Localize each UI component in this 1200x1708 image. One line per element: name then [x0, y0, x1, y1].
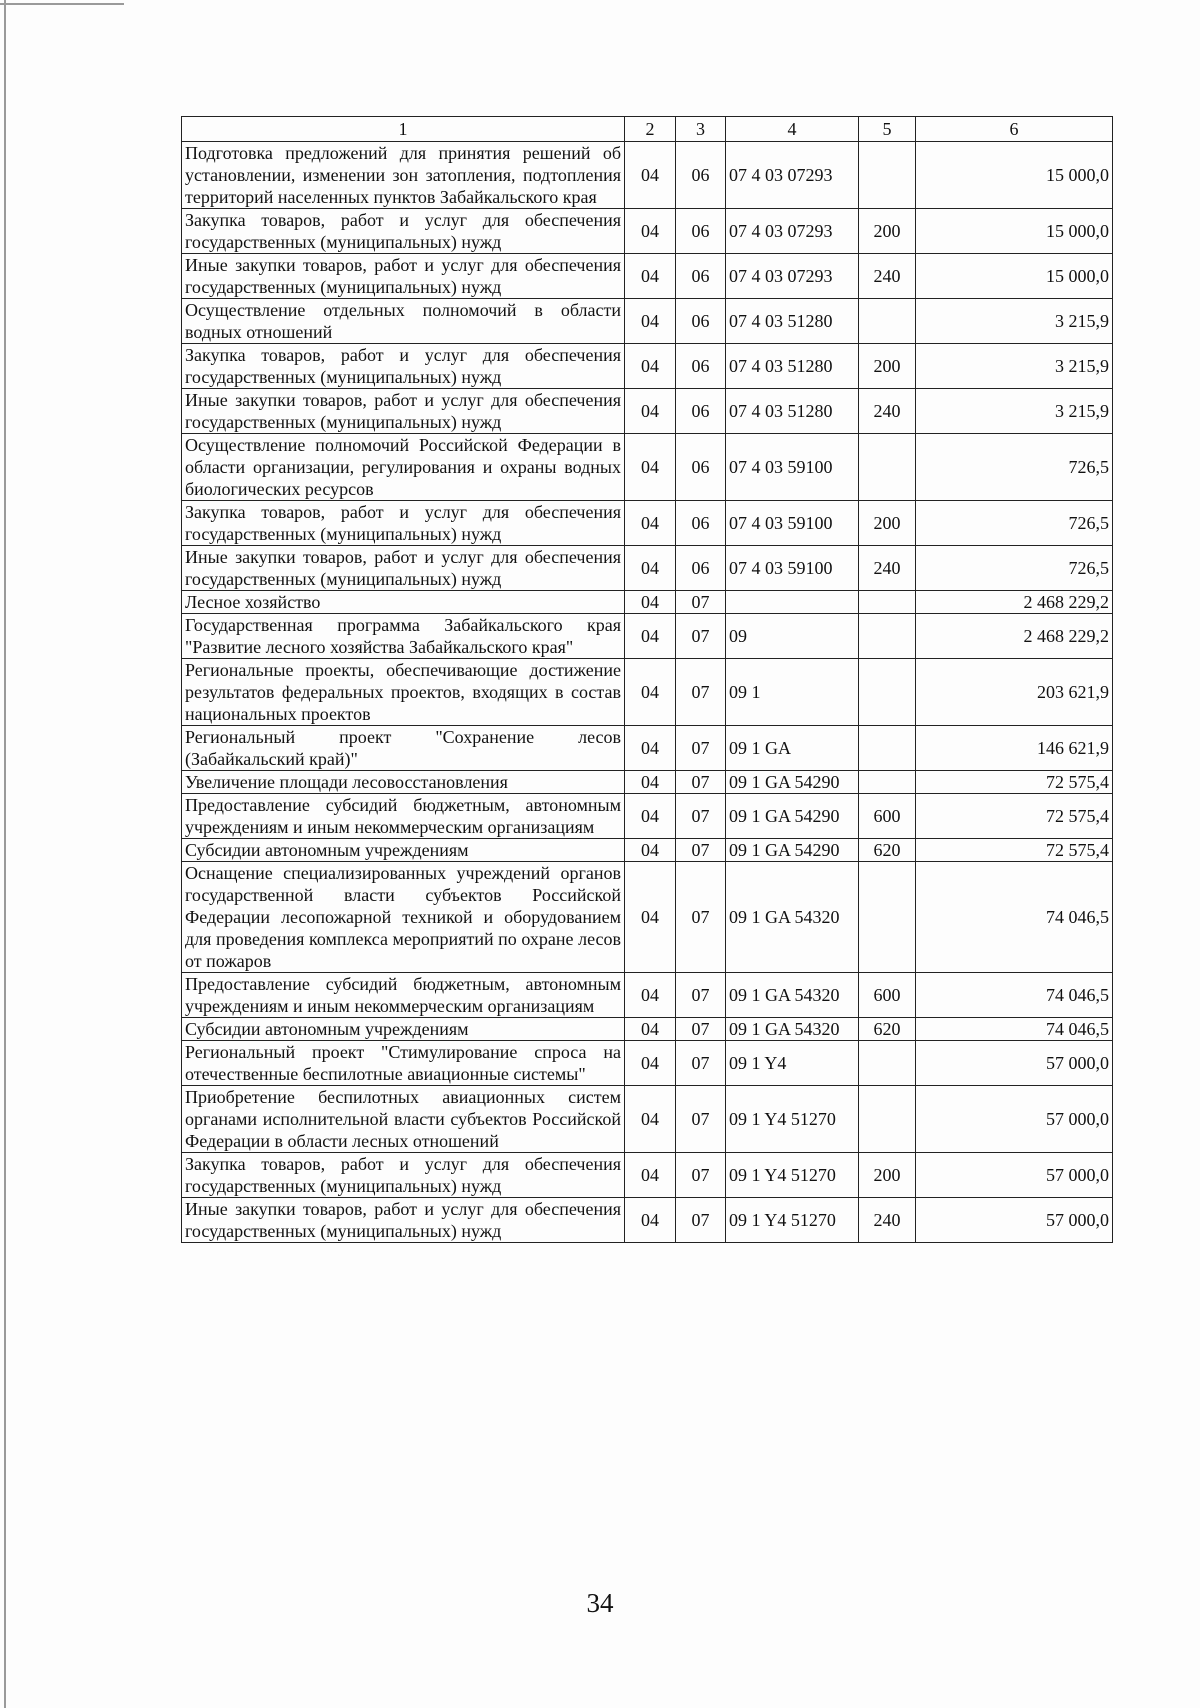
- row-amount: 15 000,0: [916, 254, 1113, 299]
- row-description: Предоставление субсидий бюджетным, автономным учреждениям и иным некоммерческим организациям: [182, 973, 625, 1018]
- row-description: Осуществление полномочий Российской Федерации в области организации, регулирования и охраны водных биологических ресурсов: [182, 434, 625, 501]
- row-subsection-code: 06: [676, 254, 726, 299]
- row-amount: 72 575,4: [916, 839, 1113, 862]
- row-section-code: 04: [625, 862, 676, 973]
- row-section-code: 04: [625, 614, 676, 659]
- row-target-article: 07 4 03 51280: [726, 344, 859, 389]
- table-row: [182, 973, 1113, 1018]
- row-amount: 57 000,0: [916, 1086, 1113, 1153]
- row-target-article: 09 1 GA 54290: [726, 839, 859, 862]
- row-amount: 57 000,0: [916, 1153, 1113, 1198]
- row-subsection-code: 07: [676, 862, 726, 973]
- row-expense-type: 200: [859, 501, 916, 546]
- row-amount: 15 000,0: [916, 209, 1113, 254]
- row-target-article: 07 4 03 07293: [726, 254, 859, 299]
- table-row: [182, 344, 1113, 389]
- row-expense-type: [859, 862, 916, 973]
- row-target-article: 09 1 GA 54320: [726, 1018, 859, 1041]
- row-amount: 146 621,9: [916, 726, 1113, 771]
- row-target-article: 09: [726, 614, 859, 659]
- row-section-code: 04: [625, 389, 676, 434]
- row-subsection-code: 06: [676, 209, 726, 254]
- row-subsection-code: 07: [676, 1041, 726, 1086]
- row-description: Предоставление субсидий бюджетным, автономным учреждениям и иным некоммерческим организациям: [182, 794, 625, 839]
- row-description: Иные закупки товаров, работ и услуг для обеспечения государственных (муниципальных) нужд: [182, 546, 625, 591]
- row-target-article: 07 4 03 59100: [726, 501, 859, 546]
- row-amount: 2 468 229,2: [916, 614, 1113, 659]
- row-expense-type: [859, 142, 916, 209]
- row-subsection-code: 07: [676, 771, 726, 794]
- table-row: [182, 862, 1113, 973]
- row-amount: 2 468 229,2: [916, 591, 1113, 614]
- table-row: [182, 1086, 1113, 1153]
- row-subsection-code: 06: [676, 434, 726, 501]
- row-amount: 3 215,9: [916, 344, 1113, 389]
- row-section-code: 04: [625, 299, 676, 344]
- row-description: Государственная программа Забайкальского края "Развитие лесного хозяйства Забайкальского края": [182, 614, 625, 659]
- row-amount: 726,5: [916, 434, 1113, 501]
- row-subsection-code: 06: [676, 142, 726, 209]
- row-amount: 15 000,0: [916, 142, 1113, 209]
- row-amount: 72 575,4: [916, 794, 1113, 839]
- table-row: [182, 839, 1113, 862]
- table-row: [182, 142, 1113, 209]
- row-target-article: 09 1 Y4 51270: [726, 1153, 859, 1198]
- row-description: Региональные проекты, обеспечивающие достижение результатов федеральных проектов, входящих в состав национальных проектов: [182, 659, 625, 726]
- row-section-code: 04: [625, 591, 676, 614]
- row-subsection-code: 07: [676, 726, 726, 771]
- row-amount: 203 621,9: [916, 659, 1113, 726]
- row-subsection-code: 07: [676, 1086, 726, 1153]
- row-subsection-code: 07: [676, 591, 726, 614]
- row-section-code: 04: [625, 659, 676, 726]
- row-expense-type: 600: [859, 973, 916, 1018]
- row-subsection-code: 06: [676, 546, 726, 591]
- row-description: Лесное хозяйство: [182, 591, 625, 614]
- row-section-code: 04: [625, 434, 676, 501]
- row-subsection-code: 06: [676, 501, 726, 546]
- row-expense-type: [859, 1086, 916, 1153]
- row-description: Иные закупки товаров, работ и услуг для обеспечения государственных (муниципальных) нужд: [182, 389, 625, 434]
- row-subsection-code: 07: [676, 1198, 726, 1243]
- row-target-article: 09 1 GA: [726, 726, 859, 771]
- row-section-code: 04: [625, 344, 676, 389]
- table-row: [182, 794, 1113, 839]
- row-description: Увеличение площади лесовосстановления: [182, 771, 625, 794]
- row-section-code: 04: [625, 501, 676, 546]
- header-cell-6: 6: [916, 117, 1113, 142]
- row-subsection-code: 07: [676, 794, 726, 839]
- row-description: Закупка товаров, работ и услуг для обеспечения государственных (муниципальных) нужд: [182, 501, 625, 546]
- row-expense-type: [859, 614, 916, 659]
- table-row: [182, 591, 1113, 614]
- table-row: [182, 434, 1113, 501]
- row-target-article: 07 4 03 07293: [726, 209, 859, 254]
- budget-table-body: [182, 117, 1113, 1243]
- header-cell-4: 4: [726, 117, 859, 142]
- row-subsection-code: 07: [676, 839, 726, 862]
- row-target-article: 09 1 Y4: [726, 1041, 859, 1086]
- row-description: Иные закупки товаров, работ и услуг для обеспечения государственных (муниципальных) нужд: [182, 1198, 625, 1243]
- row-amount: 3 215,9: [916, 389, 1113, 434]
- row-description: Иные закупки товаров, работ и услуг для обеспечения государственных (муниципальных) нужд: [182, 254, 625, 299]
- table-header-row: [182, 117, 1113, 142]
- table-row: [182, 614, 1113, 659]
- row-section-code: 04: [625, 726, 676, 771]
- row-expense-type: 200: [859, 209, 916, 254]
- table-row: [182, 1153, 1113, 1198]
- row-subsection-code: 07: [676, 659, 726, 726]
- row-target-article: 09 1 Y4 51270: [726, 1198, 859, 1243]
- row-subsection-code: 06: [676, 299, 726, 344]
- table-row: [182, 209, 1113, 254]
- row-description: Закупка товаров, работ и услуг для обеспечения государственных (муниципальных) нужд: [182, 1153, 625, 1198]
- row-description: Субсидии автономным учреждениям: [182, 839, 625, 862]
- row-description: Осуществление отдельных полномочий в области водных отношений: [182, 299, 625, 344]
- row-target-article: 09 1 GA 54290: [726, 794, 859, 839]
- row-description: Подготовка предложений для принятия решений об установлении, изменении зон затопления, подтопления территорий населенных пунктов Забайкальского края: [182, 142, 625, 209]
- row-expense-type: 620: [859, 839, 916, 862]
- row-amount: 74 046,5: [916, 1018, 1113, 1041]
- row-section-code: 04: [625, 1041, 676, 1086]
- row-amount: 726,5: [916, 546, 1113, 591]
- row-expense-type: [859, 591, 916, 614]
- row-target-article: 09 1 GA 54320: [726, 973, 859, 1018]
- row-section-code: 04: [625, 142, 676, 209]
- row-subsection-code: 06: [676, 344, 726, 389]
- page-edge-top: [0, 3, 124, 5]
- row-target-article: 07 4 03 59100: [726, 546, 859, 591]
- row-target-article: 07 4 03 07293: [726, 142, 859, 209]
- row-expense-type: [859, 726, 916, 771]
- row-amount: 57 000,0: [916, 1198, 1113, 1243]
- row-section-code: 04: [625, 546, 676, 591]
- row-target-article: [726, 591, 859, 614]
- table-row: [182, 726, 1113, 771]
- row-expense-type: 240: [859, 254, 916, 299]
- row-description: Приобретение беспилотных авиационных систем органами исполнительной власти субъектов Российской Федерации в области лесных отношений: [182, 1086, 625, 1153]
- row-target-article: 07 4 03 59100: [726, 434, 859, 501]
- row-section-code: 04: [625, 1198, 676, 1243]
- row-section-code: 04: [625, 771, 676, 794]
- row-expense-type: [859, 1041, 916, 1086]
- page-edge-left: [4, 0, 6, 1708]
- row-expense-type: [859, 299, 916, 344]
- row-section-code: 04: [625, 839, 676, 862]
- page-number: 34: [586, 1588, 614, 1618]
- row-section-code: 04: [625, 209, 676, 254]
- row-section-code: 04: [625, 973, 676, 1018]
- table-row: [182, 299, 1113, 344]
- row-section-code: 04: [625, 254, 676, 299]
- row-section-code: 04: [625, 1086, 676, 1153]
- row-subsection-code: 07: [676, 1153, 726, 1198]
- table-row: [182, 1018, 1113, 1041]
- row-amount: 726,5: [916, 501, 1113, 546]
- row-target-article: 09 1 GA 54320: [726, 862, 859, 973]
- row-expense-type: 620: [859, 1018, 916, 1041]
- row-expense-type: 240: [859, 1198, 916, 1243]
- row-expense-type: 200: [859, 1153, 916, 1198]
- row-description: Оснащение специализированных учреждений органов государственной власти субъектов Российской Федерации лесопожарной техникой и оборудованием для проведения комплекса мероприятий по охране лесов от пожаров: [182, 862, 625, 973]
- row-amount: 72 575,4: [916, 771, 1113, 794]
- row-description: Субсидии автономным учреждениям: [182, 1018, 625, 1041]
- row-section-code: 04: [625, 1018, 676, 1041]
- row-section-code: 04: [625, 794, 676, 839]
- row-description: Региональный проект "Стимулирование спроса на отечественные беспилотные авиационные системы": [182, 1041, 625, 1086]
- row-expense-type: 240: [859, 389, 916, 434]
- row-target-article: 09 1: [726, 659, 859, 726]
- table-row: [182, 389, 1113, 434]
- table-row: [182, 546, 1113, 591]
- table-row: [182, 254, 1113, 299]
- header-cell-3: 3: [676, 117, 726, 142]
- row-description: Закупка товаров, работ и услуг для обеспечения государственных (муниципальных) нужд: [182, 344, 625, 389]
- row-expense-type: [859, 659, 916, 726]
- row-expense-type: [859, 771, 916, 794]
- row-subsection-code: 07: [676, 1018, 726, 1041]
- row-amount: 74 046,5: [916, 862, 1113, 973]
- table-row: [182, 1198, 1113, 1243]
- row-target-article: 09 1 Y4 51270: [726, 1086, 859, 1153]
- table-row: [182, 501, 1113, 546]
- row-expense-type: 200: [859, 344, 916, 389]
- row-amount: 3 215,9: [916, 299, 1113, 344]
- row-description: Закупка товаров, работ и услуг для обеспечения государственных (муниципальных) нужд: [182, 209, 625, 254]
- row-amount: 74 046,5: [916, 973, 1113, 1018]
- row-expense-type: 240: [859, 546, 916, 591]
- row-subsection-code: 07: [676, 973, 726, 1018]
- table-row: [182, 659, 1113, 726]
- row-target-article: 09 1 GA 54290: [726, 771, 859, 794]
- row-section-code: 04: [625, 1153, 676, 1198]
- row-subsection-code: 06: [676, 389, 726, 434]
- row-expense-type: [859, 434, 916, 501]
- row-expense-type: 600: [859, 794, 916, 839]
- row-amount: 57 000,0: [916, 1041, 1113, 1086]
- budget-table: [181, 116, 1113, 1243]
- header-cell-2: 2: [625, 117, 676, 142]
- row-subsection-code: 07: [676, 614, 726, 659]
- row-target-article: 07 4 03 51280: [726, 389, 859, 434]
- row-target-article: 07 4 03 51280: [726, 299, 859, 344]
- table-row: [182, 771, 1113, 794]
- header-cell-1: 1: [182, 117, 625, 142]
- row-description: Региональный проект "Сохранение лесов (Забайкальский край)": [182, 726, 625, 771]
- table-row: [182, 1041, 1113, 1086]
- header-cell-5: 5: [859, 117, 916, 142]
